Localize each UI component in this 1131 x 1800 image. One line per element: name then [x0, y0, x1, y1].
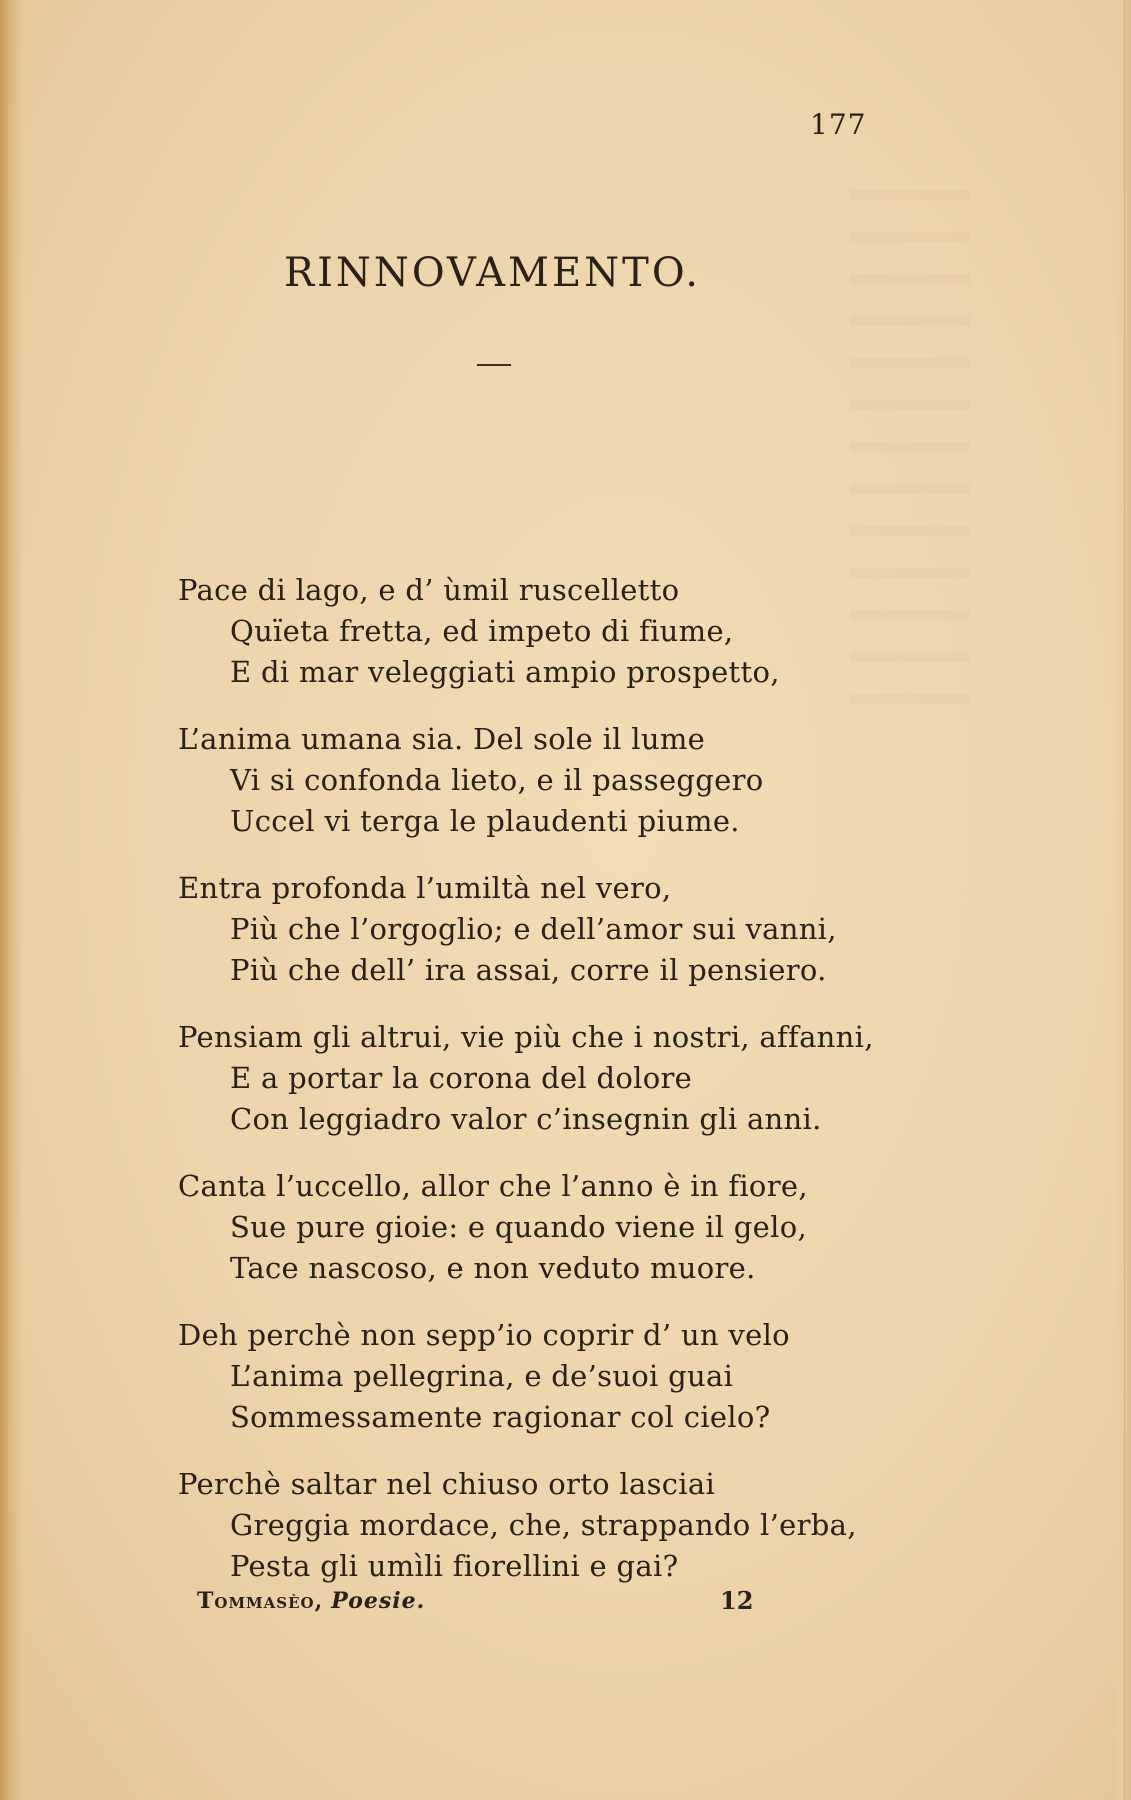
stanza [178, 719, 898, 842]
title-rule [477, 364, 511, 366]
verse-line: Con leggiadro valor c’insegnin gli anni. [230, 1102, 822, 1136]
stanza [178, 1464, 898, 1587]
page-edge-shadow [1113, 0, 1131, 1800]
page-number: 177 [810, 108, 867, 141]
stanza [178, 570, 898, 693]
footer-author: Tommasèo, [197, 1588, 324, 1614]
verse-line: L’anima umana sia. Del sole il lume [178, 722, 706, 756]
verse-line: Entra profonda l’umiltà nel vero, [178, 871, 672, 905]
verse-line: Deh perchè non sepp’io coprir d’ un velo [178, 1318, 790, 1352]
page-edge-line [1124, 0, 1125, 1800]
verse-line: Vi si confonda lieto, e il passeggero [230, 763, 764, 797]
footer-work-title: Poesie. [331, 1588, 426, 1614]
verse-line: Sommessamente ragionar col cielo? [230, 1400, 771, 1434]
verse-line: L’anima pellegrina, e de’suoi guai [230, 1359, 734, 1393]
verse-line: E di mar veleggiati ampio prospetto, [230, 655, 780, 689]
verse-line: Più che l’orgoglio; e dell’amor sui vanni, [230, 912, 837, 946]
verse-line: Perchè saltar nel chiuso orto lasciai [178, 1467, 716, 1501]
stanza [178, 1017, 898, 1140]
verse-line: Quïeta fretta, ed impeto di fiume, [230, 614, 734, 648]
verse-line: Uccel vi terga le plaudenti piume. [230, 804, 740, 838]
verse-line: Più che dell’ ira assai, corre il pensiero. [230, 953, 827, 987]
verse-line: Sue pure gioie: e quando viene il gelo, [230, 1210, 807, 1244]
verse-line: Tace nascoso, e non veduto muore. [230, 1251, 756, 1285]
verse-line: E a portar la corona del dolore [230, 1061, 693, 1095]
verse-line: Pesta gli umìli fiorellini e gai? [230, 1549, 679, 1583]
stanza [178, 1166, 898, 1289]
verse-line: Pensiam gli altrui, vie più che i nostri, affanni, [178, 1020, 874, 1054]
verse-line: Greggia mordace, che, strappando l’erba, [230, 1508, 857, 1542]
stanza [178, 868, 898, 991]
footer-running-title [197, 1588, 425, 1614]
poem-body [178, 570, 898, 1613]
poem-title: RINNOVAMENTO. [283, 250, 702, 296]
verse-line: Pace di lago, e d’ ùmil ruscelletto [178, 573, 680, 607]
footer-signature-mark: 12 [720, 1586, 754, 1615]
verse-line: Canta l’uccello, allor che l’anno è in fiore, [178, 1169, 808, 1203]
stanza [178, 1315, 898, 1438]
